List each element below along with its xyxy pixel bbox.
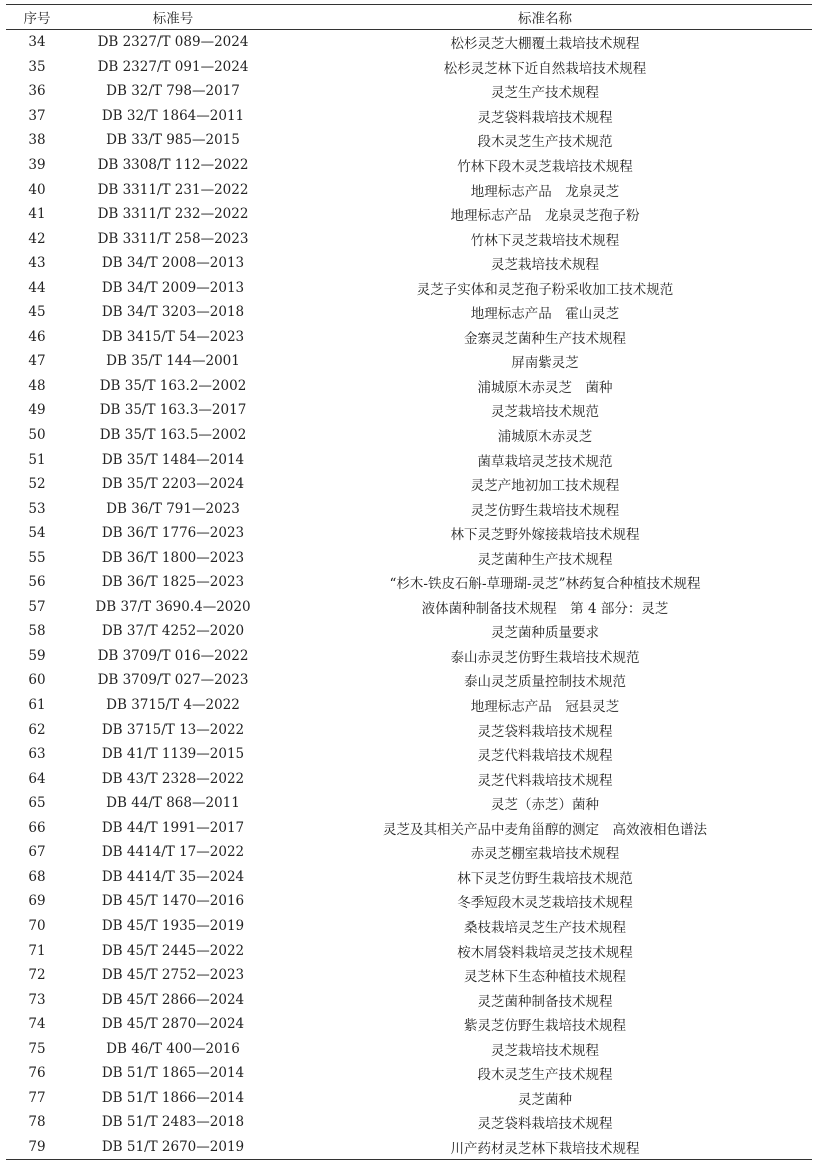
serial-number-cell: 54	[28, 525, 46, 542]
serial-number-cell: 38	[28, 132, 46, 149]
standard-name-cell: 灵芝菌种	[518, 1091, 572, 1108]
standard-code-cell: DB 51/T 2483—2018	[101, 1114, 245, 1131]
serial-number-cell: 35	[28, 58, 46, 75]
standard-name-cell: 灵芝栽培技术规程	[491, 1042, 599, 1059]
standard-code-cell: DB 35/T 163.3—2017	[99, 402, 247, 419]
standard-code-cell: DB 3709/T 016—2022	[97, 647, 249, 664]
standard-code-cell: DB 36/T 1800—2023	[101, 549, 245, 566]
standard-code-cell: DB 51/T 1866—2014	[101, 1089, 245, 1106]
serial-number-cell: 36	[28, 83, 46, 100]
table-row	[6, 251, 812, 276]
standard-name-cell: 赤灵芝棚室栽培技术规程	[470, 846, 620, 863]
standard-name-cell: 灵芝产地初加工技术规程	[470, 478, 620, 495]
standard-name-cell: 灵芝仿野生栽培技术规程	[470, 502, 620, 519]
serial-number-cell: 50	[28, 427, 46, 444]
standard-code-cell: DB 3311/T 231—2022	[97, 181, 249, 198]
standard-code-cell: DB 36/T 791—2023	[106, 500, 240, 517]
standard-code-cell: DB 32/T 798—2017	[106, 83, 240, 100]
standard-name-cell: 灵芝袋料栽培技术规程	[477, 723, 613, 740]
standard-name-cell: 灵芝菌种生产技术规程	[477, 551, 613, 568]
table-row	[6, 938, 812, 963]
serial-number-cell: 41	[28, 206, 46, 223]
standard-code-cell: DB 45/T 2752—2023	[101, 967, 245, 984]
standard-code-cell: DB 32/T 1864—2011	[101, 107, 245, 124]
standard-code-cell: DB 37/T 3690.4—2020	[95, 598, 251, 615]
standard-name-cell: 松杉灵芝林下近自然栽培技术规程	[443, 60, 647, 77]
serial-number-cell: 64	[28, 770, 46, 787]
table-row	[6, 153, 812, 178]
standard-code-cell: DB 41/T 1139—2015	[101, 746, 245, 763]
table-row	[6, 447, 812, 472]
serial-number-cell: 76	[28, 1065, 46, 1082]
table-row	[6, 496, 812, 521]
serial-number-cell: 58	[28, 623, 46, 640]
standard-name-cell: 灵芝栽培技术规范	[491, 404, 599, 421]
table-row	[6, 226, 812, 251]
standard-name-cell: 灵芝栽培技术规程	[491, 257, 599, 274]
header-standard-name: 标准名称	[278, 5, 812, 30]
table-row	[6, 104, 812, 129]
serial-number-cell: 65	[28, 795, 46, 812]
table-row	[6, 79, 812, 104]
standard-name-cell: 竹林下段木灵芝栽培技术规程	[457, 159, 633, 175]
serial-number-cell: 59	[28, 647, 46, 664]
table-row	[6, 1110, 812, 1135]
header-row	[6, 5, 812, 30]
standard-name-cell: 冬季短段木灵芝栽培技术规程	[457, 895, 633, 912]
serial-number-cell: 77	[28, 1089, 46, 1106]
serial-number-cell: 43	[28, 255, 46, 272]
serial-number-cell: 78	[28, 1114, 46, 1131]
serial-number-cell: 61	[28, 697, 46, 714]
table-row	[6, 300, 812, 325]
serial-number-cell: 62	[28, 721, 46, 738]
standard-code-cell: DB 3715/T 13—2022	[101, 721, 245, 738]
standard-name-cell: 段木灵芝生产技术规程	[477, 1067, 613, 1084]
table-row	[6, 1086, 812, 1111]
standard-name-cell: 菌草栽培灵芝技术规范	[477, 453, 613, 470]
serial-number-cell: 53	[28, 500, 46, 517]
serial-number-cell: 67	[28, 844, 46, 861]
standard-code-cell: DB 45/T 2445—2022	[101, 942, 245, 959]
standards-table	[6, 4, 812, 1160]
table-row	[6, 840, 812, 865]
standard-code-cell: DB 35/T 163.2—2002	[99, 377, 247, 394]
standard-name-cell: 林下灵芝野外嫁接栽培技术规程	[450, 527, 640, 544]
serial-number-cell: 46	[28, 328, 46, 345]
standard-code-cell: DB 35/T 144—2001	[106, 353, 240, 370]
standard-code-cell: DB 35/T 2203—2024	[101, 476, 245, 493]
standard-code-cell: DB 36/T 1825—2023	[101, 574, 245, 591]
standard-name-cell: 灵芝菌种质量要求	[491, 625, 599, 642]
standard-name-cell: 地理标志产品 龙泉灵芝	[470, 183, 620, 200]
table-row	[6, 128, 812, 153]
serial-number-cell: 42	[28, 230, 46, 247]
serial-number-cell: 73	[28, 991, 46, 1008]
standard-name-cell: 灵芝及其相关产品中麦角甾醇的测定 高效液相色谱法	[383, 821, 707, 838]
serial-number-cell: 68	[28, 868, 46, 885]
standard-name-cell: 松杉灵芝大棚覆土栽培技术规程	[450, 36, 640, 53]
serial-number-cell: 47	[28, 353, 46, 370]
serial-number-cell: 49	[28, 402, 46, 419]
standard-code-cell: DB 3709/T 027—2023	[97, 672, 249, 689]
standard-name-cell: 灵芝（赤芝）菌种	[491, 797, 599, 814]
serial-number-cell: 39	[28, 157, 46, 173]
serial-number-cell: 55	[28, 549, 46, 566]
standard-code-cell: DB 34/T 3203—2018	[101, 304, 245, 321]
table-row	[6, 570, 812, 595]
table-row	[6, 595, 812, 620]
table-header	[6, 5, 812, 30]
standard-code-cell: DB 45/T 2870—2024	[101, 1016, 245, 1033]
standard-name-cell: 灵芝生产技术规程	[491, 85, 599, 102]
standard-name-cell: 灵芝袋料栽培技术规程	[477, 109, 613, 126]
standard-name-cell: 泰山灵芝质量控制技术规范	[464, 674, 626, 691]
serial-number-cell: 69	[28, 893, 46, 910]
table-row	[6, 275, 812, 300]
header-standard-code: 标准号	[68, 5, 278, 30]
table-row	[6, 398, 812, 423]
standard-name-cell: 灵芝子实体和灵芝孢子粉采收加工技术规范	[416, 281, 674, 298]
standard-code-cell: DB 44/T 1991—2017	[101, 819, 245, 836]
standard-name-cell: 地理标志产品 冠县灵芝	[470, 699, 620, 716]
table-row	[6, 693, 812, 718]
standard-code-cell: DB 34/T 2008—2013	[101, 255, 245, 272]
standard-name-cell: 灵芝代料栽培技术规程	[477, 772, 613, 789]
table-row	[6, 668, 812, 693]
standard-code-cell: DB 3311/T 232—2022	[97, 206, 249, 223]
serial-number-cell: 79	[6, 1135, 68, 1160]
standard-name-cell: 林下灵芝仿野生栽培技术规范	[457, 870, 633, 887]
standard-code-cell: DB 3715/T 4—2022	[106, 697, 240, 714]
serial-number-cell: 60	[28, 672, 46, 689]
table-row	[6, 423, 812, 448]
standard-code-cell: DB 37/T 4252—2020	[101, 623, 245, 640]
standard-name-cell: 灵芝袋料栽培技术规程	[477, 1116, 613, 1133]
standard-code-cell: DB 36/T 1776—2023	[101, 525, 245, 542]
table-row	[6, 1012, 812, 1037]
standard-code-cell: DB 51/T 2670—2019	[68, 1135, 278, 1160]
standard-name-cell: 泰山赤灵芝仿野生栽培技术规范	[450, 649, 640, 666]
standard-name-cell: 液体菌种制备技术规程 第 4 部分：灵芝	[421, 600, 669, 617]
standard-code-cell: DB 3415/T 54—2023	[101, 328, 245, 345]
serial-number-cell: 45	[28, 304, 46, 321]
standard-code-cell: DB 3311/T 258—2023	[97, 230, 249, 247]
table-row	[6, 521, 812, 546]
standard-code-cell: DB 4414/T 35—2024	[101, 868, 245, 885]
serial-number-cell: 63	[28, 746, 46, 763]
standard-code-cell: DB 51/T 1865—2014	[101, 1065, 245, 1082]
standard-code-cell: DB 33/T 985—2015	[106, 132, 240, 149]
standard-name-cell: 浦城原木赤灵芝 菌种	[477, 379, 613, 396]
table-row	[6, 791, 812, 816]
serial-number-cell: 72	[28, 967, 46, 984]
serial-number-cell: 52	[28, 476, 46, 493]
standard-code-cell: DB 2327/T 089—2024	[97, 34, 249, 51]
serial-number-cell: 51	[28, 451, 46, 468]
table-row	[6, 987, 812, 1012]
serial-number-cell: 57	[28, 598, 46, 615]
standard-name-cell: 紫灵芝仿野生栽培技术规程	[464, 1018, 626, 1035]
serial-number-cell: 70	[28, 917, 46, 934]
serial-number-cell: 34	[28, 34, 46, 51]
serial-number-cell: 44	[28, 279, 46, 296]
table-row	[6, 472, 812, 497]
table-row	[6, 914, 812, 939]
table-row	[6, 889, 812, 914]
header-serial-number: 序号	[6, 5, 68, 30]
table-row	[6, 545, 812, 570]
table-row	[6, 1036, 812, 1061]
serial-number-cell: 66	[28, 819, 46, 836]
standard-name-cell: 地理标志产品 龙泉灵芝孢子粉	[450, 208, 640, 225]
standard-name-cell: 浦城原木赤灵芝	[497, 429, 593, 446]
table-row	[6, 1135, 812, 1160]
standard-code-cell: DB 35/T 1484—2014	[101, 451, 245, 468]
standard-code-cell: DB 2327/T 091—2024	[97, 58, 249, 75]
table-row	[6, 865, 812, 890]
standard-code-cell: DB 3308/T 112—2022	[97, 157, 249, 173]
standard-code-cell: DB 44/T 868—2011	[106, 795, 240, 812]
standard-name-cell: 川产药材灵芝林下栽培技术规程	[278, 1135, 812, 1160]
table-row	[6, 177, 812, 202]
standard-code-cell: DB 35/T 163.5—2002	[99, 427, 247, 444]
table-row	[6, 325, 812, 350]
table-row	[6, 644, 812, 669]
table-row	[6, 374, 812, 399]
standard-name-cell: 金寨灵芝菌种生产技术规程	[464, 330, 626, 347]
serial-number-cell: 56	[28, 574, 46, 591]
standard-name-cell: 竹林下灵芝栽培技术规程	[470, 232, 620, 249]
serial-number-cell: 37	[28, 107, 46, 124]
table-row	[6, 1061, 812, 1086]
standard-code-cell: DB 4414/T 17—2022	[101, 844, 245, 861]
table-row	[6, 30, 812, 55]
standard-code-cell: DB 45/T 1935—2019	[101, 917, 245, 934]
table-row	[6, 963, 812, 988]
serial-number-cell: 75	[28, 1040, 46, 1057]
standard-name-cell: 屏南紫灵芝	[511, 355, 579, 372]
standard-code-cell: DB 45/T 1470—2016	[101, 893, 245, 910]
standard-name-cell: 灵芝林下生态种植技术规程	[464, 969, 626, 986]
table-row	[6, 349, 812, 374]
standard-name-cell: “杉木-铁皮石斛-草珊瑚-灵芝”林药复合种植技术规程	[389, 576, 701, 593]
serial-number-cell: 74	[28, 1016, 46, 1033]
standard-code-cell: DB 43/T 2328—2022	[101, 770, 245, 787]
standard-name-cell: 灵芝代料栽培技术规程	[477, 748, 613, 765]
table-row	[6, 766, 812, 791]
table-row	[6, 717, 812, 742]
standard-name-cell: 段木灵芝生产技术规范	[477, 134, 613, 151]
standard-code-cell: DB 45/T 2866—2024	[101, 991, 245, 1008]
table-row	[6, 816, 812, 841]
table-body	[6, 30, 812, 1160]
table-row	[6, 55, 812, 80]
standard-name-cell: 灵芝菌种制备技术规程	[477, 993, 613, 1010]
serial-number-cell: 40	[28, 181, 46, 198]
standard-name-cell: 地理标志产品 霍山灵芝	[470, 306, 620, 323]
standard-name-cell: 桑枝栽培灵芝生产技术规程	[464, 919, 626, 936]
table-row	[6, 202, 812, 227]
table-row	[6, 619, 812, 644]
serial-number-cell: 48	[28, 377, 46, 394]
table-row	[6, 742, 812, 767]
standard-code-cell: DB 46/T 400—2016	[106, 1040, 240, 1057]
standard-name-cell: 桉木屑袋料栽培灵芝技术规程	[457, 944, 633, 961]
standard-code-cell: DB 34/T 2009—2013	[101, 279, 245, 296]
serial-number-cell: 71	[28, 942, 46, 959]
